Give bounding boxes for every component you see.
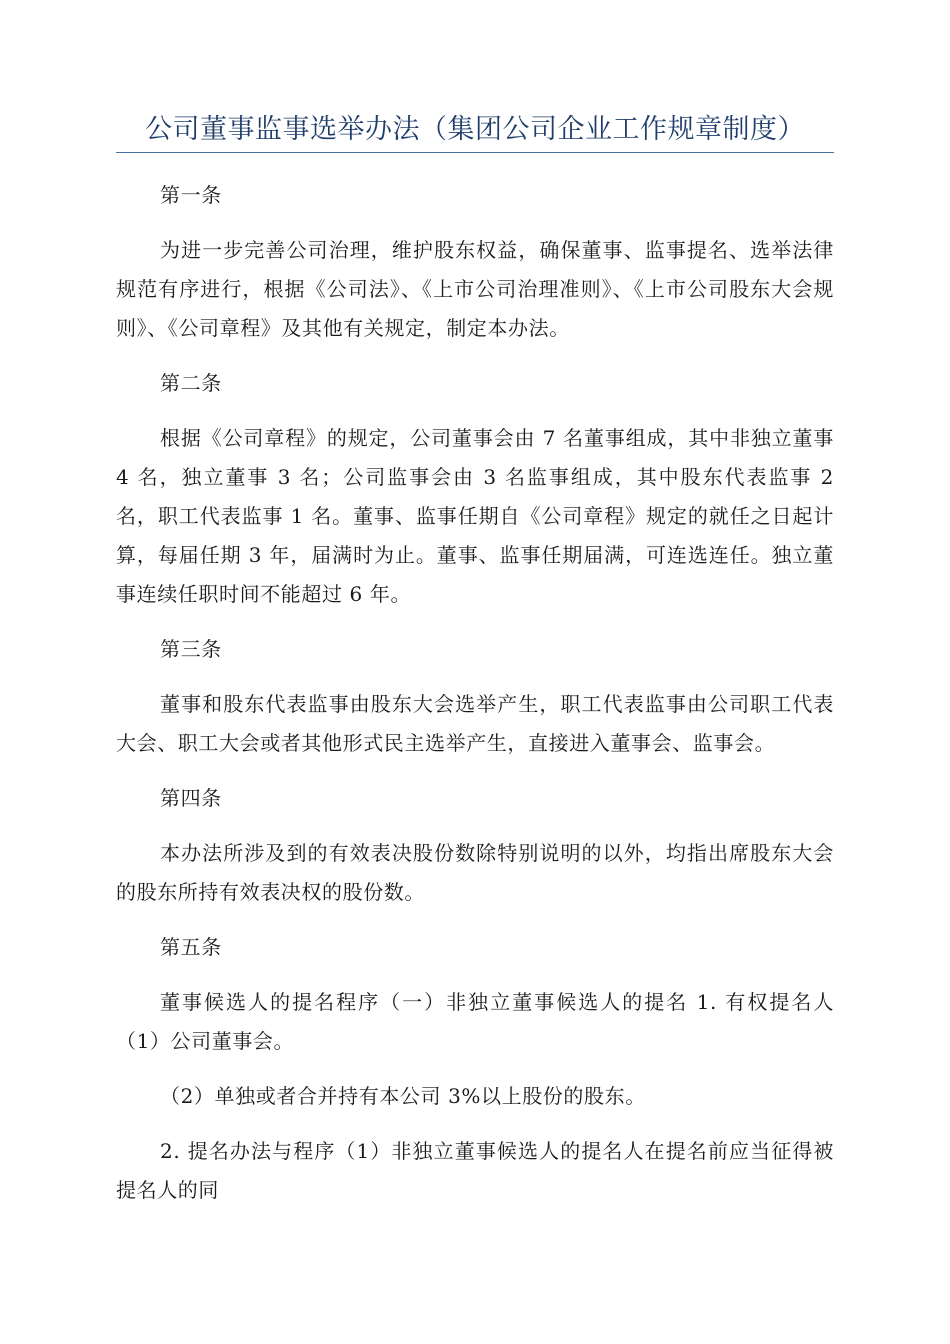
article-paragraph-1: 为进一步完善公司治理，维护股东权益，确保董事、监事提名、选举法律规范有序进行，根据《公司法》、《上市公司治理准则》、《上市公司股东大会规则》、《公司章程》及其他有关规定，制定本办法。 (116, 238, 834, 340)
article-paragraph-2: 根据《公司章程》的规定，公司董事会由 7 名董事组成，其中非独立董事 4 名，独立董事 3 名；公司监事会由 3 名监事组成，其中股东代表监事 2 名，职工代表监事 1 名。董事、监事任期自《公司章程》规定的就任之日起计算，每届任期 3 年，届满时为止。董事、监事任期届满，可连选连任。独立董事连续任职时间不能超过 6 年。 (116, 426, 834, 606)
article-paragraph-4: 本办法所涉及到的有效表决股份数除特别说明的以外，均指出席股东大会的股东所持有效表决权的股份数。 (116, 841, 834, 904)
article-paragraph-6: （2）单独或者合并持有本公司 3%以上股份的股东。 (160, 1084, 646, 1108)
article-heading-3: 第三条 (160, 637, 222, 661)
article-heading-2: 第二条 (160, 371, 222, 395)
article-paragraph-3: 董事和股东代表监事由股东大会选举产生，职工代表监事由公司职工代表大会、职工大会或者其他形式民主选举产生，直接进入董事会、监事会。 (116, 692, 834, 755)
article-heading-5: 第五条 (160, 935, 222, 959)
document-body (116, 176, 834, 1226)
article-heading-4: 第四条 (160, 786, 222, 810)
article-heading-1: 第一条 (160, 183, 222, 207)
title-bar (116, 112, 834, 153)
article-paragraph-5: 董事候选人的提名程序（一）非独立董事候选人的提名 1. 有权提名人（1）公司董事会。 (116, 990, 834, 1053)
document-title: 公司董事监事选举办法（集团公司企业工作规章制度） (145, 114, 805, 145)
article-paragraph-7: 2. 提名办法与程序（1）非独立董事候选人的提名人在提名前应当征得被提名人的同 (116, 1139, 834, 1202)
